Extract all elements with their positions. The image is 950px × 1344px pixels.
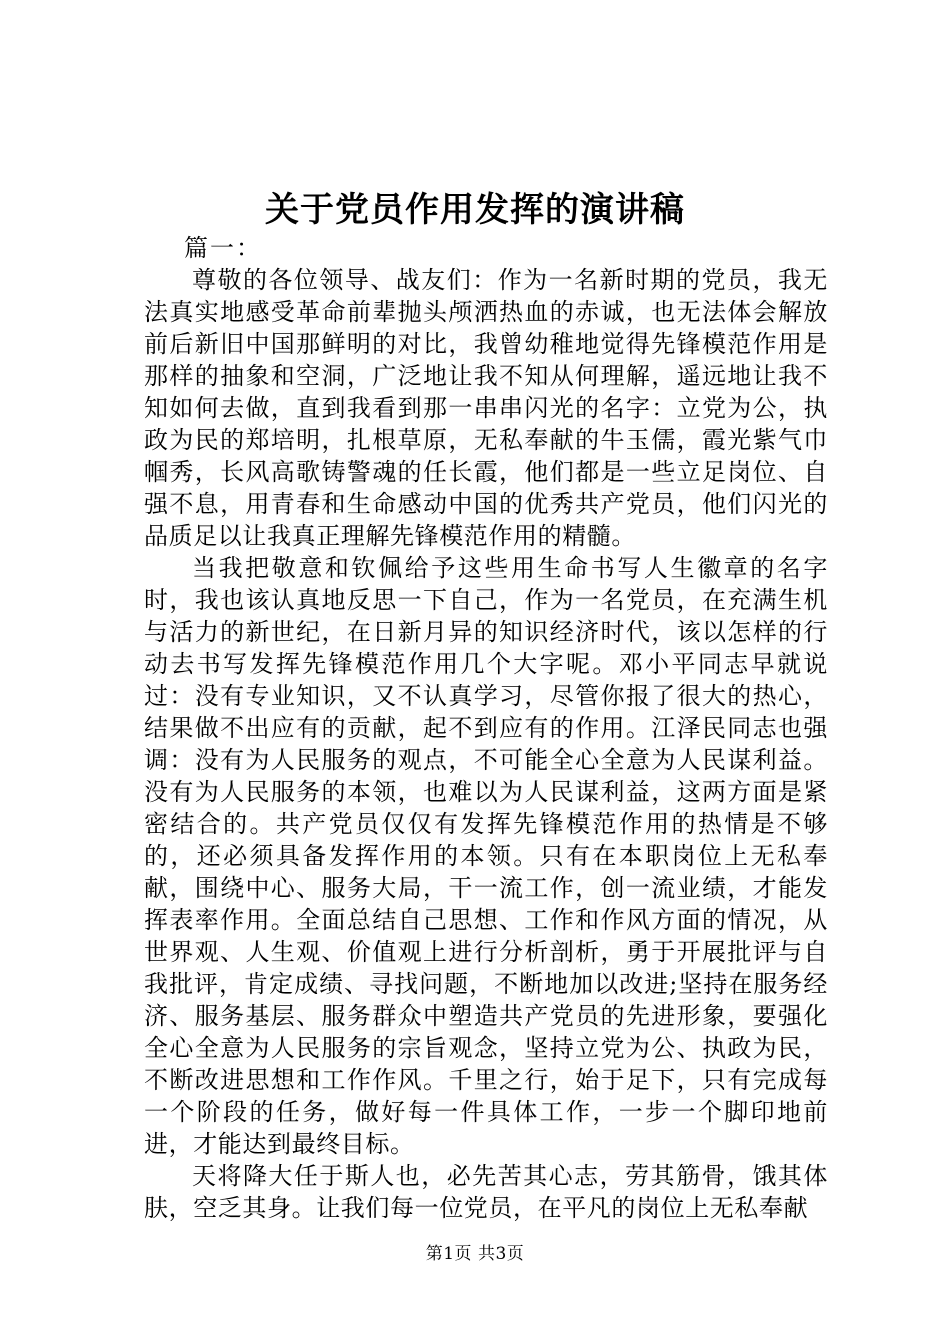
paragraph-1: 尊敬的各位领导、战友们：作为一名新时期的党员，我无法真实地感受革命前辈抛头颅洒热血的赤诚，也无法体会解放前后新旧中国那鲜明的对比，我曾幼稚地觉得先锋模范作用是那样的抽象和空洞，广泛地让我不知从何理解，遥远地让我不知如何去做，直到我看到那一串串闪光的名字：立党为公，执政为民的郑培明，扎根草原，无私奉献的牛玉儒，霞光紫气巾帼秀，长风高歌铸警魂的任长霞，他们都是一些立足岗位、自强不息，用青春和生命感动中国的优秀共产党员，他们闪光的品质足以让我真正理解先锋模范作用的精髓。 bbox=[144, 266, 828, 550]
document-title: 关于党员作用发挥的演讲稿 bbox=[265, 190, 685, 230]
page-footer: 第1页 共3页 bbox=[425, 1244, 525, 1264]
paragraph-2: 当我把敬意和钦佩给予这些用生命书写人生徽章的名字时，我也该认真地反思一下自己，作为一名党员，在充满生机与活力的新世纪，在日新月异的知识经济时代，该以怎样的行动去书写发挥先锋模范作用几个大字呢。邓小平同志早就说过：没有专业知识，又不认真学习，尽管你报了很大的热心，结果做不出应有的贡献，起不到应有的作用。江泽民同志也强调：没有为人民服务的观点，不可能全心全意为人民谋利益。没有为人民服务的本领，也难以为人民谋利益，这两方面是紧密结合的。共产党员仅仅有发挥先锋模范作用的热情是不够的，还必须具备发挥作用的本领。只有在本职岗位上无私奉献，围绕中心、服务大局，干一流工作，创一流业绩，才能发挥表率作用。全面总结自己思想、工作和作风方面的情况，从世界观、人生观、价值观上进行分析剖析，勇于开展批评与自我批评，肯定成绩、寻找问题，不断地加以改进;坚持在服务经济、服务基层、服务群众中塑造共产党员的先进形象，要强化全心全意为人民服务的宗旨观念，坚持立党为公、执政为民，不断改进思想和工作作风。千里之行，始于足下，只有完成每一个阶段的任务，做好每一件具体工作，一步一个脚印地前进，才能达到最终目标。 bbox=[144, 554, 828, 1158]
paragraph-3: 天将降大任于斯人也，必先苦其心志，劳其筋骨，饿其体肤，空乏其身。让我们每一位党员，在平凡的岗位上无私奉献 bbox=[144, 1162, 828, 1222]
section-label: 篇一： bbox=[184, 234, 262, 262]
document-body bbox=[144, 232, 828, 1224]
